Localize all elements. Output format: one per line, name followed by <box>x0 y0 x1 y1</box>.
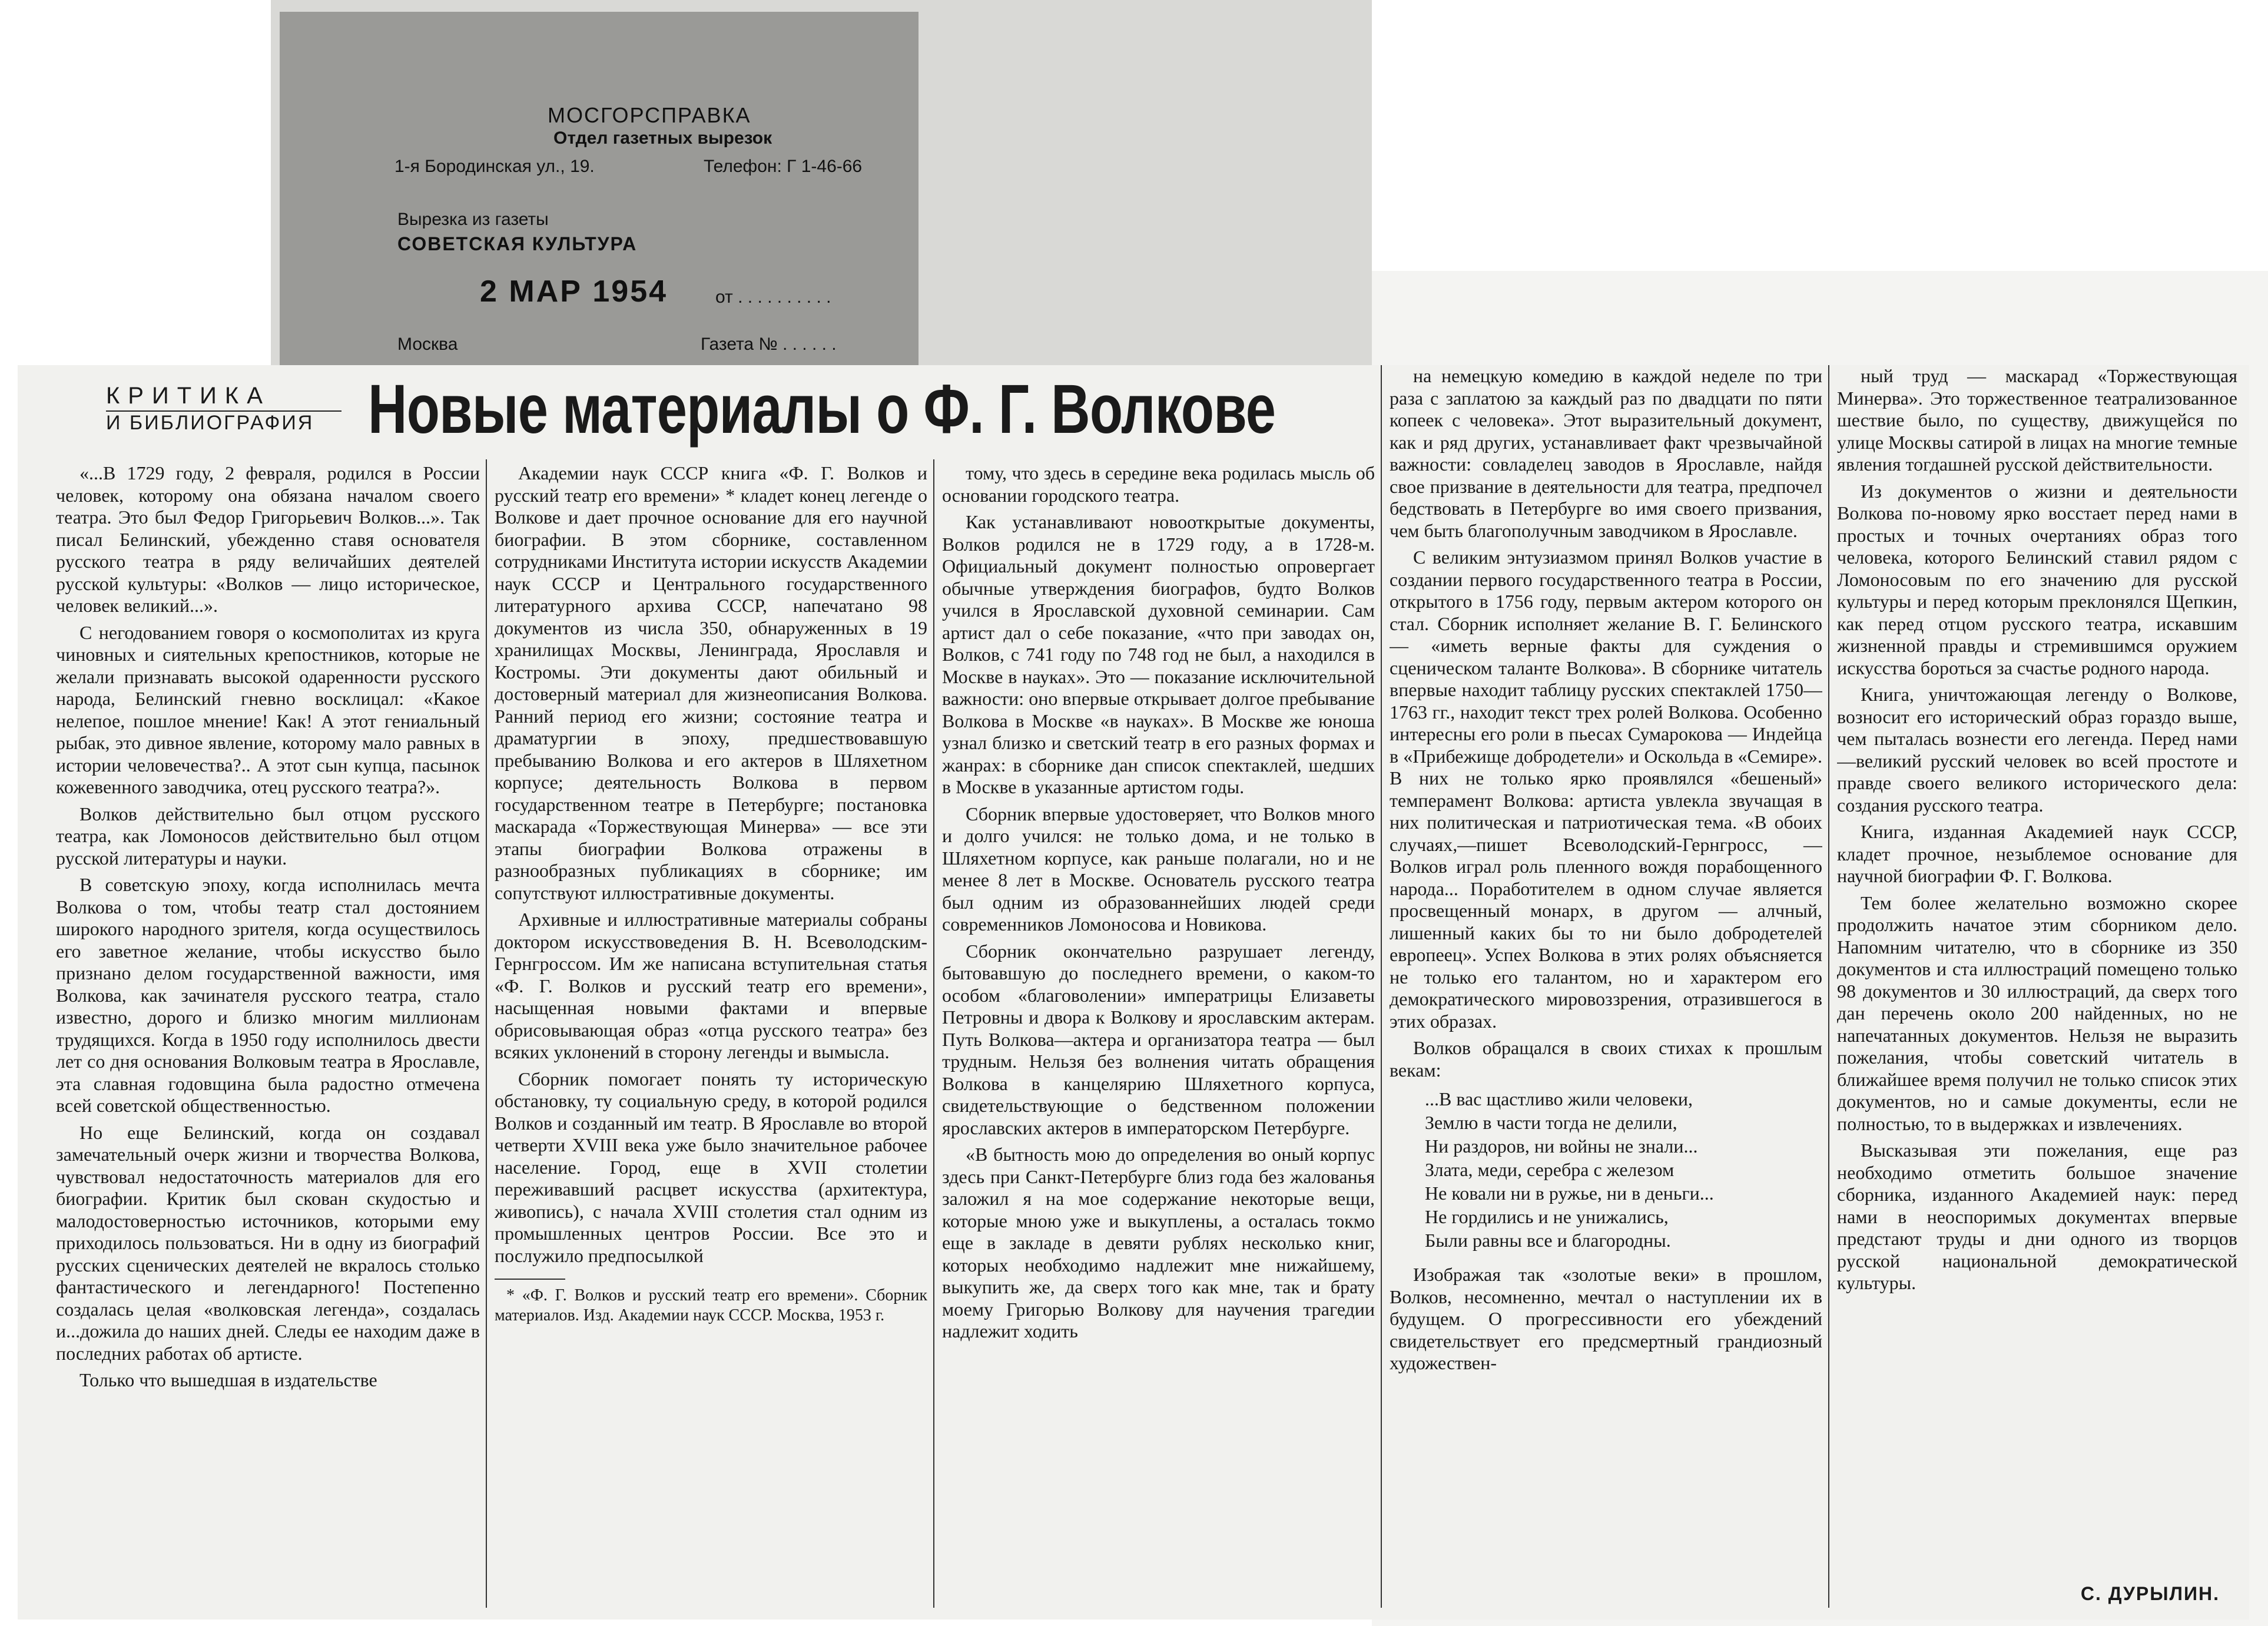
paragraph: Высказывая эти пожелания, еще раз необходимо отметить большое значение сборника, изданного Академией наук: перед нами в неоспоримых документах впервые предстают труды и дни одного из творцов русской национальной демократической культуры. <box>1837 1140 2237 1293</box>
poem-line: ...В вас щастливо жили человеки, <box>1425 1088 1693 1110</box>
paragraph: Только что вышедшая в издательстве <box>79 1369 377 1390</box>
rubric-line-1: КРИТИКА <box>106 383 271 409</box>
column-3 <box>942 462 1375 1602</box>
column-rule <box>1828 365 1829 1608</box>
poem-line: Ни раздоров, ни войны не знали... <box>1425 1135 1698 1157</box>
paragraph: Академии наук СССР книга «Ф. Г. Волков и русский театр его времени» * кладет конец легенде о Волкове и дает прочное основание для его научной биографии. В этом сборнике, составленном сотрудниками Института истории искусств Академии наук СССР и Центрального государственного литературного архива СССР, напечатано 98 документов из числа 350, обнаруженных в 19 хранилищах Москвы, Ленинграда, Ярославля и Костромы. Эти документы дают обильный и достоверный материал для жизнеописания Волкова. Ранний период его жизни; состояние театра и драматургии в эпоху, предшествовавшую пребыванию Волкова и его актеров в Шляхетном корпусе; деятельность Волкова в первом государственном театре в Петербурге; постановка маскарада «Торжествующая Минерва» — все эти этапы биографии Волкова отражены в разнообразных публикациях в сборнике; им сопутствуют иллюстративные документы. <box>495 462 927 903</box>
poem-quote <box>1425 1087 1822 1252</box>
card-agency: МОСГОРСПРАВКА <box>548 103 751 127</box>
card-address: 1-я Бородинская ул., 19. <box>394 157 595 176</box>
poem-line: Были равны все и благородны. <box>1425 1230 1671 1251</box>
column-rule <box>486 459 487 1608</box>
paragraph: ный труд — маскарад «Торжествующая Минерва». Это торжественное театрализованное шествие было, по существу, движущейся по улице Москвы сатирой в лицах на многие темные явления тогдашней русской действительности. <box>1837 365 2237 475</box>
card-date-stamp: 2 МАР 1954 <box>480 274 668 309</box>
paragraph: Но еще Белинский, когда он создавал замечательный очерк жизни и творчества Волкова, чувствовал недостаточность материалов для его биографии. Критик был скован скудостью и малодостоверностью источников, которыми ему приходилось пользоваться. Ни в одну из биографий русских сценических деятелей не вкралось столько фантастического и легендарного! Постепенно создалась целая «волковская легенда», создалась и...дожила до наших дней. Следы ее находим даже в последних работах об артисте. <box>56 1121 480 1364</box>
rubric-line-2: И БИБЛИОГРАФИЯ <box>106 410 341 435</box>
paragraph: Из документов о жизни и деятельности Волкова по-новому ярко восстает перед нами в простых и точных очертаниях образ того человека, которого Белинский ставил рядом с Ломоносовым по его значению для русской культуры и перед которым преклонялся Щепкин, как перед отцом русского театра, искавшим жизненной правды и стремившимся оружием искусства бороться за счастье родного народа. <box>1837 480 2237 678</box>
poem-line: Землю в части тогда не делили, <box>1425 1112 1677 1133</box>
card-city: Москва <box>397 335 458 354</box>
poem-line: Не ковали ни в ружье, ни в деньги... <box>1425 1183 1714 1204</box>
paragraph: Как устанавливают новооткрытые документы, Волков родился не в 1729 году, а в 1728-м. Официальный документ полностью опровергает обычные утверждения биографов, будто Волков учился в Ярославской духовной семинарии. Сам артист дал о себе показание, «что при заводах он, Волков, с 741 году по 748 год не был, а находился в Москве в науках». Это — показание исключительной важности: оно впервые открывает долгое пребывание Волкова в Москве «в науках». В Москве же юноша узнал близко и светский театр в его разных формах и жанрах: в сборнике дан список спектаклей, шедших в Москве в указанные артистом годы. <box>942 511 1375 797</box>
paragraph: С великим энтузиазмом принял Волков участие в создании первого государственного театра в России, открытого в 1756 году, первым актером которого он стал. Сборник исполняет желание В. Г. Белинского — «иметь верные факты для суждения о сценическом таланте Волкова». В сборнике читатель впервые находит таблицу русских спектаклей 1750—1763 гг., находит текст трех ролей Волкова. Особенно интересны его роли в пьесах Сумарокова — Индейца в «Прибежище добродетели» и Оскольда в «Семире». В них не только ярко проявлялся «бешеный» темперамент Волкова: артиста увлекла звучащая в них политическая и патриотическая тема. «В обоих случаях,—пишет Всеволодский-Гернгросс, — Волков играл роль пленного вождя порабощенного народа... Поработителем в одном случае является просвещенный монарх, в другом — алчный, лишенный каких бы то ни было добродетелей европеец». Успех Волкова в этих ролях объясняется не только его талантом, но и характером его демократического мировоззрения, отразившегося в этих образах. <box>1390 547 1822 1032</box>
footnote: * «Ф. Г. Волков и русский театр его времени». Сборник материалов. Изд. Академии наук СССР. Москва, 1953 г. <box>495 1286 927 1324</box>
column-rule <box>933 459 934 1608</box>
paragraph: на немецкую комедию в каждой неделе по три раза с заплатою за каждый раз по двадцати по пяти копеек с человека». Этот выразительный документ, как и ряд других, устанавливает факт чрезвычайной важности: совладелец заводов в Ярославле, найдя свое призвание в деятельности для театра, предпочел бедствовать в Петербурге во имя своего призвания, чем быть благополучным заводчиком в Ярославле. <box>1390 365 1822 541</box>
poem-line: Не гордились и не унижались, <box>1425 1206 1669 1227</box>
paragraph: С негодованием говоря о космополитах из круга чиновных и сиятельных крепостников, которые не желали признавать высокой одаренности русского народа, Белинский гневно восклицал: «Какое нелепое, пошлое мнение! Как! А этот гениальный рыбак, это дивное явление, которому мало равных в истории человечества?.. А этот сын купца, пасынок кожевенного заводчика, отец русского театра?». <box>56 621 480 797</box>
paragraph: Книга, изданная Академией наук СССР, кладет прочное, незыблемое основание для научной биографии Ф. Г. Волкова. <box>1837 821 2237 886</box>
paragraph: «...В 1729 году, 2 февраля, родился в России человек, которому она обязана началом своего театра. Это был Федор Григорьевич Волков...». Так писал Белинский, убежденно ставя основателя русского театра в ряду величайших деятелей русской культуры: «Волков — лицо историческое, человек великий...». <box>56 462 480 616</box>
rubric <box>106 383 341 435</box>
column-1 <box>56 462 480 1602</box>
paragraph: Сборник помогает понять ту историческую обстановку, ту социальную среду, в которой родился Волков и созданный им театр. В Ярославле во второй четверти XVIII века уже было значительное рабочее население. Город, еще в XVII столетии переживавший расцвет искусства (архитектура, живопись), с начала XVIII столетия стал одним из промышленных центров России. Все это и послужило предпосылкой <box>495 1068 927 1266</box>
card-clipping-label: Вырезка из газеты <box>397 210 549 229</box>
paragraph: Тем более желательно возможно скорее продолжить начатое этим сборником дело. Напомним читателю, что в сборнике из 350 документов и ста иллюстраций помещено только 98 документов и 30 иллюстраций, да сверх того дан перечень около 200 найденных, но не напечатанных документов. Нельзя не выразить пожелания, чтобы советский читатель в ближайшее время получил не только список этих документов, но и самые документы, если не полностью, то в выдержках и извлечениях. <box>1837 892 2237 1134</box>
author-signature: С. ДУРЫЛИН. <box>2080 1583 2220 1604</box>
column-4 <box>1390 365 1822 1602</box>
card-phone: Телефон: Г 1-46-66 <box>704 157 863 176</box>
paragraph: В советскую эпоху, когда исполнилась мечта Волкова о том, чтобы театр стал достоянием широкого народного зрителя, когда осуществилось его заветное желание, чтобы искусство было признано делом государственной важности, имя Волкова, как зачинателя русского театра, стало известно, дорого и близко многим миллионам трудящихся. Когда в 1950 году исполнилось двести лет со дня основания Волковым театра в Ярославле, эта славная годовщина была радостно отмечена всей советской общественностью. <box>56 874 480 1116</box>
poem-line: Злата, меди, серебра с железом <box>1425 1159 1675 1180</box>
newspaper-article <box>18 365 2249 1620</box>
paragraph: «В бытность мою до определения во оный корпус здесь при Санкт-Петербурге близ года без жалованья заложил я на мое содержание некоторые вещи, которые мною уже и выкуплены, а осталась токмо еще в закладе в девяти рублях несколько книг, которых необходимо надлежит мне нижайшему, выкупить же, да сверх того как мне, так и брату моему Григорью Волкову для научения трагедии надлежит ходить <box>942 1144 1375 1342</box>
clipping-service-card <box>280 12 919 365</box>
paragraph: Волков действительно был отцом русского театра, как Ломоносов действительно был отцом русской литературы и науки. <box>56 803 480 869</box>
card-department: Отдел газетных вырезок <box>553 128 772 148</box>
card-issue-label: Газета № . . . . . . <box>701 335 837 354</box>
paragraph: тому, что здесь в середине века родилась мысль об основании городского театра. <box>942 462 1375 506</box>
paragraph: Книга, уничтожающая легенду о Волкове, возносит его исторический образ гораздо выше, чем пыталась вознести его легенда. Перед нами—великий русский человек во всей простоте и правде своего великого исторического дела: создания русского театра. <box>1837 684 2237 816</box>
card-from-label: от . . . . . . . . . . <box>715 287 831 307</box>
column-5 <box>1837 365 2237 1561</box>
footnote-rule <box>495 1279 565 1280</box>
column-rule <box>1381 365 1382 1608</box>
paragraph: Сборник впервые удостоверяет, что Волков много и долго учился: не только дома, и не только в Шляхетном корпусе, как раньше полагали, но и не менее 8 лет в Москве. Основатель русского театра был одним из образованнейших людей среди современников Ломоносова и Новикова. <box>942 803 1375 935</box>
column-2 <box>495 462 927 1602</box>
card-newspaper-name: СОВЕТСКАЯ КУЛЬТУРА <box>397 233 638 254</box>
article-headline: Новые материалы о Ф. Г. Волкове <box>368 370 1276 448</box>
paragraph: Сборник окончательно разрушает легенду, бытовавшую до последнего времени, о каком-то особом «благоволении» императрицы Елизаветы Петровны и двора к Волкову и ярославским актерам. Путь Волкова—актера и организатора театра — был трудным. Нельзя без волнения читать обращения Волкова в канцелярию Шляхетного корпуса, свидетельствующие о бедственном положении ярославских актеров в императорском Петербурге. <box>942 940 1375 1138</box>
paragraph: Волков обращался в своих стихах к прошлым векам: <box>1390 1037 1822 1081</box>
paragraph: Изображая так «золотые веки» в прошлом, Волков, несомненно, мечтал о наступлении их в будущем. О прогрессивности его убеждений свидетельствует его предсмертный грандиозный художествен- <box>1390 1264 1822 1373</box>
paragraph: Архивные и иллюстративные материалы собраны доктором искусствоведения В. Н. Всеволодским-Гернгроссом. Им же написана вступительная статья «Ф. Г. Волков и русский театр его времени», насыщенная новыми фактами и впервые обрисовывающая образ «отца русского театра» без всяких уклонений в сторону легенды и вымысла. <box>495 909 927 1062</box>
